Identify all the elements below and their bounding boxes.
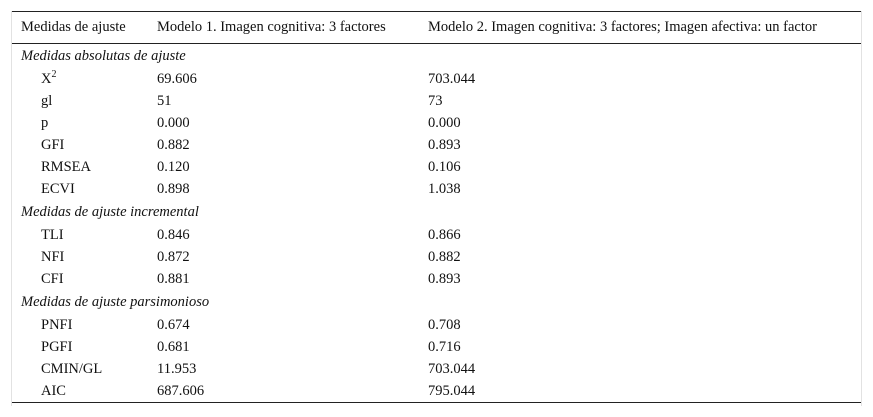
measure-label: ECVI xyxy=(41,180,75,197)
fit-measures-table xyxy=(12,11,861,403)
model-2-value: 0.893 xyxy=(428,270,461,287)
header-measures: Medidas de ajuste xyxy=(21,19,126,35)
model-1-value: 0.898 xyxy=(157,180,190,197)
model-2-value: 73 xyxy=(428,92,443,109)
table-row xyxy=(12,268,861,290)
measure-label: RMSEA xyxy=(41,158,91,175)
model-2-value: 0.708 xyxy=(428,316,461,333)
section-title: Medidas de ajuste incremental xyxy=(21,203,199,220)
model-2-value: 0.893 xyxy=(428,136,461,153)
model-2-value: 703.044 xyxy=(428,70,476,87)
model-2-value: 0.106 xyxy=(428,158,461,175)
model-2-value: 1.038 xyxy=(428,180,461,197)
model-1-value: 0.881 xyxy=(157,270,190,287)
section-row xyxy=(12,290,861,314)
measure-label: gl xyxy=(41,92,53,109)
model-2-value: 0.866 xyxy=(428,226,461,243)
measure-label: X xyxy=(41,70,52,87)
measure-name xyxy=(12,112,148,134)
measure-label: CMIN/GL xyxy=(41,360,103,377)
measure-label: PNFI xyxy=(41,316,73,333)
section-title: Medidas absolutas de ajuste xyxy=(21,47,186,64)
section-title: Medidas de ajuste parsimonioso xyxy=(21,293,210,310)
model-1-value: 0.681 xyxy=(157,338,190,355)
measure-name xyxy=(12,156,148,178)
header-model-2: Modelo 2. Imagen cognitiva: 3 factores; Imagen afectiva: un factor xyxy=(428,19,817,35)
model-1-value: 0.120 xyxy=(157,158,190,175)
model-2-value: 0.716 xyxy=(428,338,461,355)
measure-name xyxy=(12,224,148,246)
measure-name xyxy=(12,134,148,156)
model-1-value: 0.846 xyxy=(157,226,190,243)
section-row xyxy=(12,44,861,69)
model-2-value: 0.882 xyxy=(428,248,461,265)
table-row xyxy=(12,224,861,246)
measure-label: CFI xyxy=(41,270,64,287)
table-row xyxy=(12,336,861,358)
table-body xyxy=(12,44,861,403)
model-1-value: 0.674 xyxy=(157,316,190,333)
model-1-value: 51 xyxy=(157,92,172,109)
header-model-1: Modelo 1. Imagen cognitiva: 3 factores xyxy=(157,19,386,35)
measure-name xyxy=(12,336,148,358)
measure-label: TLI xyxy=(41,226,64,243)
measure-superscript: 2 xyxy=(51,68,57,80)
section-row xyxy=(12,200,861,224)
table-row xyxy=(12,90,861,112)
table-row xyxy=(12,178,861,200)
model-1-value: 0.882 xyxy=(157,136,190,153)
table-row xyxy=(12,246,861,268)
measure-label: GFI xyxy=(41,136,65,153)
measure-name xyxy=(12,268,148,290)
table-row xyxy=(12,134,861,156)
measure-name xyxy=(12,358,148,380)
measure-name xyxy=(12,178,148,200)
measure-label: PGFI xyxy=(41,338,73,355)
table-row xyxy=(12,68,861,90)
table-row xyxy=(12,380,861,403)
table-row xyxy=(12,358,861,380)
measure-label: AIC xyxy=(41,382,66,399)
table-row xyxy=(12,156,861,178)
model-1-value: 0.872 xyxy=(157,248,190,265)
measure-label: p xyxy=(41,114,49,131)
model-1-value: 69.606 xyxy=(157,70,197,87)
measure-name xyxy=(12,246,148,268)
measure-label: NFI xyxy=(41,248,65,265)
fit-measures-table-container xyxy=(11,11,862,406)
table-row xyxy=(12,112,861,134)
model-1-value: 0.000 xyxy=(157,114,190,131)
measure-name xyxy=(12,68,148,90)
model-1-value: 11.953 xyxy=(157,360,197,377)
measure-name xyxy=(12,90,148,112)
measure-name xyxy=(12,314,148,336)
table-row xyxy=(12,314,861,336)
model-2-value: 0.000 xyxy=(428,114,461,131)
table-header-row xyxy=(12,12,861,44)
model-2-value: 703.044 xyxy=(428,360,476,377)
model-1-value: 687.606 xyxy=(157,382,205,399)
measure-name xyxy=(12,380,148,403)
model-2-value: 795.044 xyxy=(428,382,476,399)
